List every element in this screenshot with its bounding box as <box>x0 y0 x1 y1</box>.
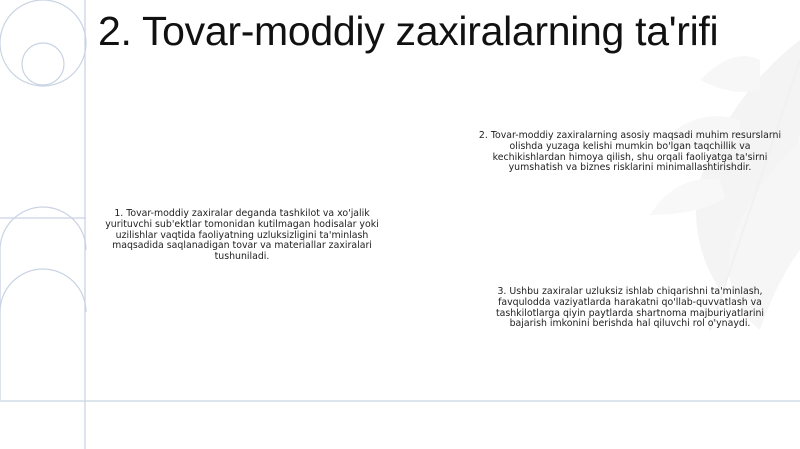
left-arch-lower <box>0 269 86 312</box>
point-1-text: 1. Tovar-moddiy zaxiralar deganda tashkilot va xo'jalik yurituvchi sub'ektlar tomonidan kutilmagan hodisalar yoki uzilishlar vaqtida faoliyatning uzluksizligini ta'minlash maqsadida saqlanadigan tovar va materiallar zaxiralari tushuniladi. <box>105 208 379 263</box>
top-left-circle-small <box>22 43 64 85</box>
point-3-text: 3. Ushbu zaxiralar uzluksiz ishlab chiqarishni ta'minlash, favqulodda vaziyatlarda harakatni qo'llab-quvvatlash va tashkilotlarga qiyin paytlarda shartnoma majburiyatlarini bajarish imkonini berishda hal qiluvchi rol o'ynaydi. <box>495 286 765 330</box>
point-2-text: 2. Tovar-moddiy zaxiralarning asosiy maqsadi muhim resurslarni olishda yuzaga kelishi mumkin bo'lgan taqchillik va kechikishlardan himoya qilish, shu orqali faoliyatga ta'sirni yumshatish va biznes risklarini minimallashtirishdir. <box>478 130 782 174</box>
left-arch-upper <box>0 207 86 250</box>
slide-title: 2. Tovar-moddiy zaxiralarning ta'rifi <box>98 8 719 54</box>
